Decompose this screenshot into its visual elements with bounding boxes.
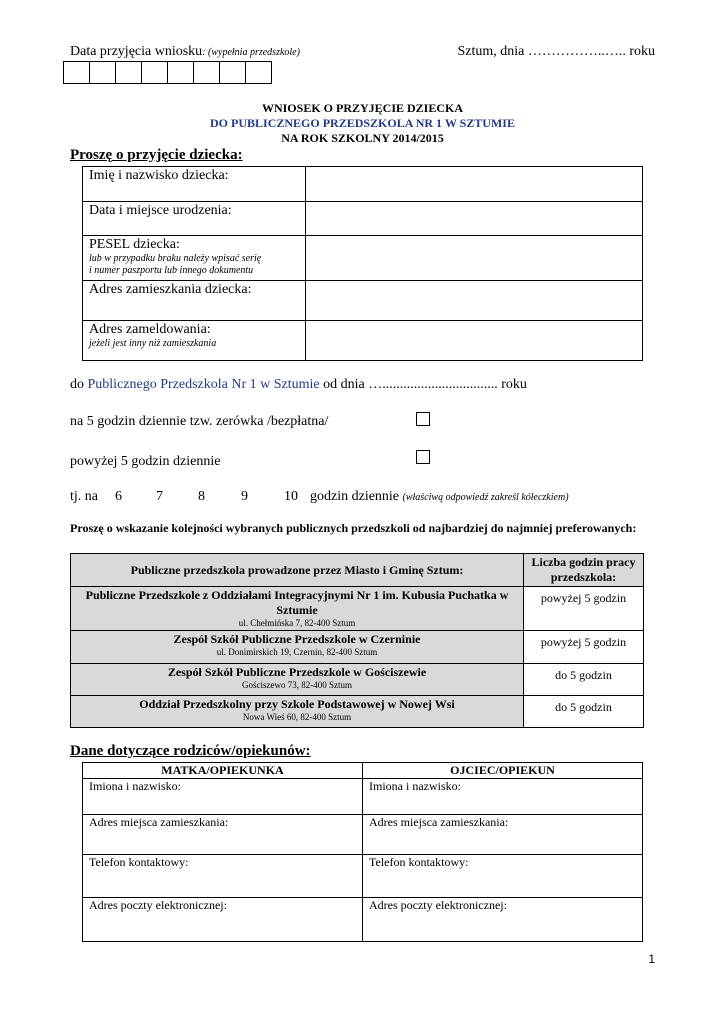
father-name-field[interactable]: Imiona i nazwisko: — [363, 779, 643, 815]
registered-address-note: jeżeli jest inny niż zamieszkania — [89, 338, 217, 349]
receipt-date-boxes[interactable] — [63, 61, 271, 84]
table-row — [83, 281, 643, 321]
pesel-note-1: lub w przypadku braku należy wpisać serię — [89, 253, 262, 264]
mother-header: MATKA/OPIEKUNKA — [83, 763, 363, 779]
school-name-cell: Zespół Szkół Publiczne Przedszkole w Czerninie ul. Donimirskich 19, Czernin, 82-400 Sztum — [71, 631, 524, 664]
father-email-field[interactable]: Adres poczty elektronicznej: — [363, 898, 643, 942]
hour-8[interactable]: 8 — [198, 489, 205, 504]
table-row — [83, 236, 643, 281]
mother-address-field[interactable]: Adres miejsca zamieszkania: — [83, 815, 363, 855]
child-name-field[interactable] — [306, 167, 643, 202]
table-row — [71, 664, 644, 696]
table-row — [83, 815, 643, 855]
school-hours: do 5 godzin — [524, 664, 644, 696]
admission-date-line: do Publicznego Przedszkola Nr 1 w Sztumie od dnia …................................. roku — [70, 377, 527, 392]
mother-phone-field[interactable]: Telefon kontaktowy: — [83, 855, 363, 898]
child-data-table — [82, 166, 643, 361]
table-row — [71, 587, 644, 631]
school-name-cell: Publiczne Przedszkole z Oddziałami Integracyjnymi Nr 1 im. Kubusia Puchatka w Sztumie ul. Chełmińska 7, 82-400 Sztum — [71, 587, 524, 631]
date-box[interactable] — [141, 61, 168, 84]
date-box[interactable] — [63, 61, 90, 84]
residence-address-field[interactable] — [306, 281, 643, 321]
option-5h-checkbox[interactable] — [416, 412, 430, 426]
receipt-note: : (wypełnia przedszkole) — [202, 47, 300, 58]
mother-name-field[interactable]: Imiona i nazwisko: — [83, 779, 363, 815]
hours-line: tj. na — [70, 489, 98, 504]
pesel-label: PESEL dziecka: lub w przypadku braku należy wpisać serię i numer paszportu lub innego dokumentu — [83, 236, 306, 281]
date-box[interactable] — [193, 61, 220, 84]
city-date: Sztum, dnia ……………..….. roku — [457, 44, 655, 59]
mother-email-field[interactable]: Adres poczty elektronicznej: — [83, 898, 363, 942]
title-line-2: DO PUBLICZNEGO PRZEDSZKOLA NR 1 W SZTUMIE — [210, 116, 515, 130]
schools-table — [70, 553, 644, 728]
page-number: 1 — [648, 952, 655, 966]
hours-note: (właściwą odpowiedź zakreśl kółeczkiem) — [402, 492, 569, 503]
title-line-3: NA ROK SZKOLNY 2014/2015 — [281, 131, 444, 145]
child-name-label: Imię i nazwisko dziecka: — [83, 167, 306, 202]
date-box[interactable] — [245, 61, 272, 84]
pesel-note-2: i numer paszportu lub innego dokumentu — [89, 265, 254, 276]
hour-7[interactable]: 7 — [156, 489, 163, 504]
school-name-cell: Oddział Przedszkolny przy Szkole Podstawowej w Nowej Wsi Nowa Wieś 60, 82-400 Sztum — [71, 696, 524, 728]
table-row — [83, 898, 643, 942]
parents-section-heading: Dane dotyczące rodziców/opiekunów: — [70, 743, 311, 759]
birth-date-label: Data i miejsce urodzenia: — [83, 202, 306, 236]
schools-column-header: Publiczne przedszkola prowadzone przez Miasto i Gminę Sztum: — [71, 554, 524, 587]
table-row — [71, 631, 644, 664]
table-row — [83, 855, 643, 898]
school-name-cell: Zespół Szkół Publiczne Przedszkole w Gościszewie Gościszewo 73, 82-400 Sztum — [71, 664, 524, 696]
table-row — [83, 202, 643, 236]
hours-column-header: Liczba godzin pracy przedszkola: — [524, 554, 644, 587]
title-line-1: WNIOSEK O PRZYJĘCIE DZIECKA — [261, 101, 464, 115]
table-row — [71, 554, 644, 587]
preference-instruction: Proszę o wskazanie kolejności wybranych publicznych przedszkoli od najbardziej do najmniej preferowanych: — [70, 521, 637, 535]
option-over-5h-checkbox[interactable] — [416, 450, 430, 464]
table-row — [83, 167, 643, 202]
school-address: ul. Donimirskich 19, Czernin, 82-400 Sztum — [216, 647, 378, 657]
hour-9[interactable]: 9 — [241, 489, 248, 504]
school-hours: powyżej 5 godzin — [524, 631, 644, 664]
date-box[interactable] — [115, 61, 142, 84]
date-box[interactable] — [167, 61, 194, 84]
registered-address-field[interactable] — [306, 321, 643, 361]
registered-address-label: Adres zameldowania: jeżeli jest inny niż zamieszkania — [83, 321, 306, 361]
father-header: OJCIEC/OPIEKUN — [363, 763, 643, 779]
father-phone-field[interactable]: Telefon kontaktowy: — [363, 855, 643, 898]
table-row — [83, 321, 643, 361]
table-row — [71, 696, 644, 728]
option-over-5h: powyżej 5 godzin dziennie — [70, 454, 221, 469]
school-hours: powyżej 5 godzin — [524, 587, 644, 631]
hours-suffix: godzin dziennie (właściwą odpowiedź zakreśl kółeczkiem) — [310, 489, 569, 504]
table-row — [83, 763, 643, 779]
option-5h-free: na 5 godzin dziennie tzw. zerówka /bezpłatna/ — [70, 414, 329, 429]
pesel-field[interactable] — [306, 236, 643, 281]
receipt-date-label: Data przyjęcia wniosku: (wypełnia przedszkole) — [70, 44, 300, 59]
hour-6[interactable]: 6 — [115, 489, 122, 504]
school-name: Publicznego Przedszkola Nr 1 w Sztumie — [87, 377, 320, 392]
parents-table — [82, 762, 643, 942]
residence-address-label: Adres zamieszkania dziecka: — [83, 281, 306, 321]
school-address: Gościszewo 73, 82-400 Sztum — [242, 680, 352, 690]
birth-date-field[interactable] — [306, 202, 643, 236]
school-hours: do 5 godzin — [524, 696, 644, 728]
date-box[interactable] — [89, 61, 116, 84]
father-address-field[interactable]: Adres miejsca zamieszkania: — [363, 815, 643, 855]
date-box[interactable] — [219, 61, 246, 84]
table-row — [83, 779, 643, 815]
child-section-heading: Proszę o przyjęcie dziecka: — [70, 147, 243, 163]
school-address: Nowa Wieś 60, 82-400 Sztum — [242, 712, 352, 722]
hour-10[interactable]: 10 — [284, 489, 298, 504]
school-address: ul. Chełmińska 7, 82-400 Sztum — [238, 618, 356, 628]
